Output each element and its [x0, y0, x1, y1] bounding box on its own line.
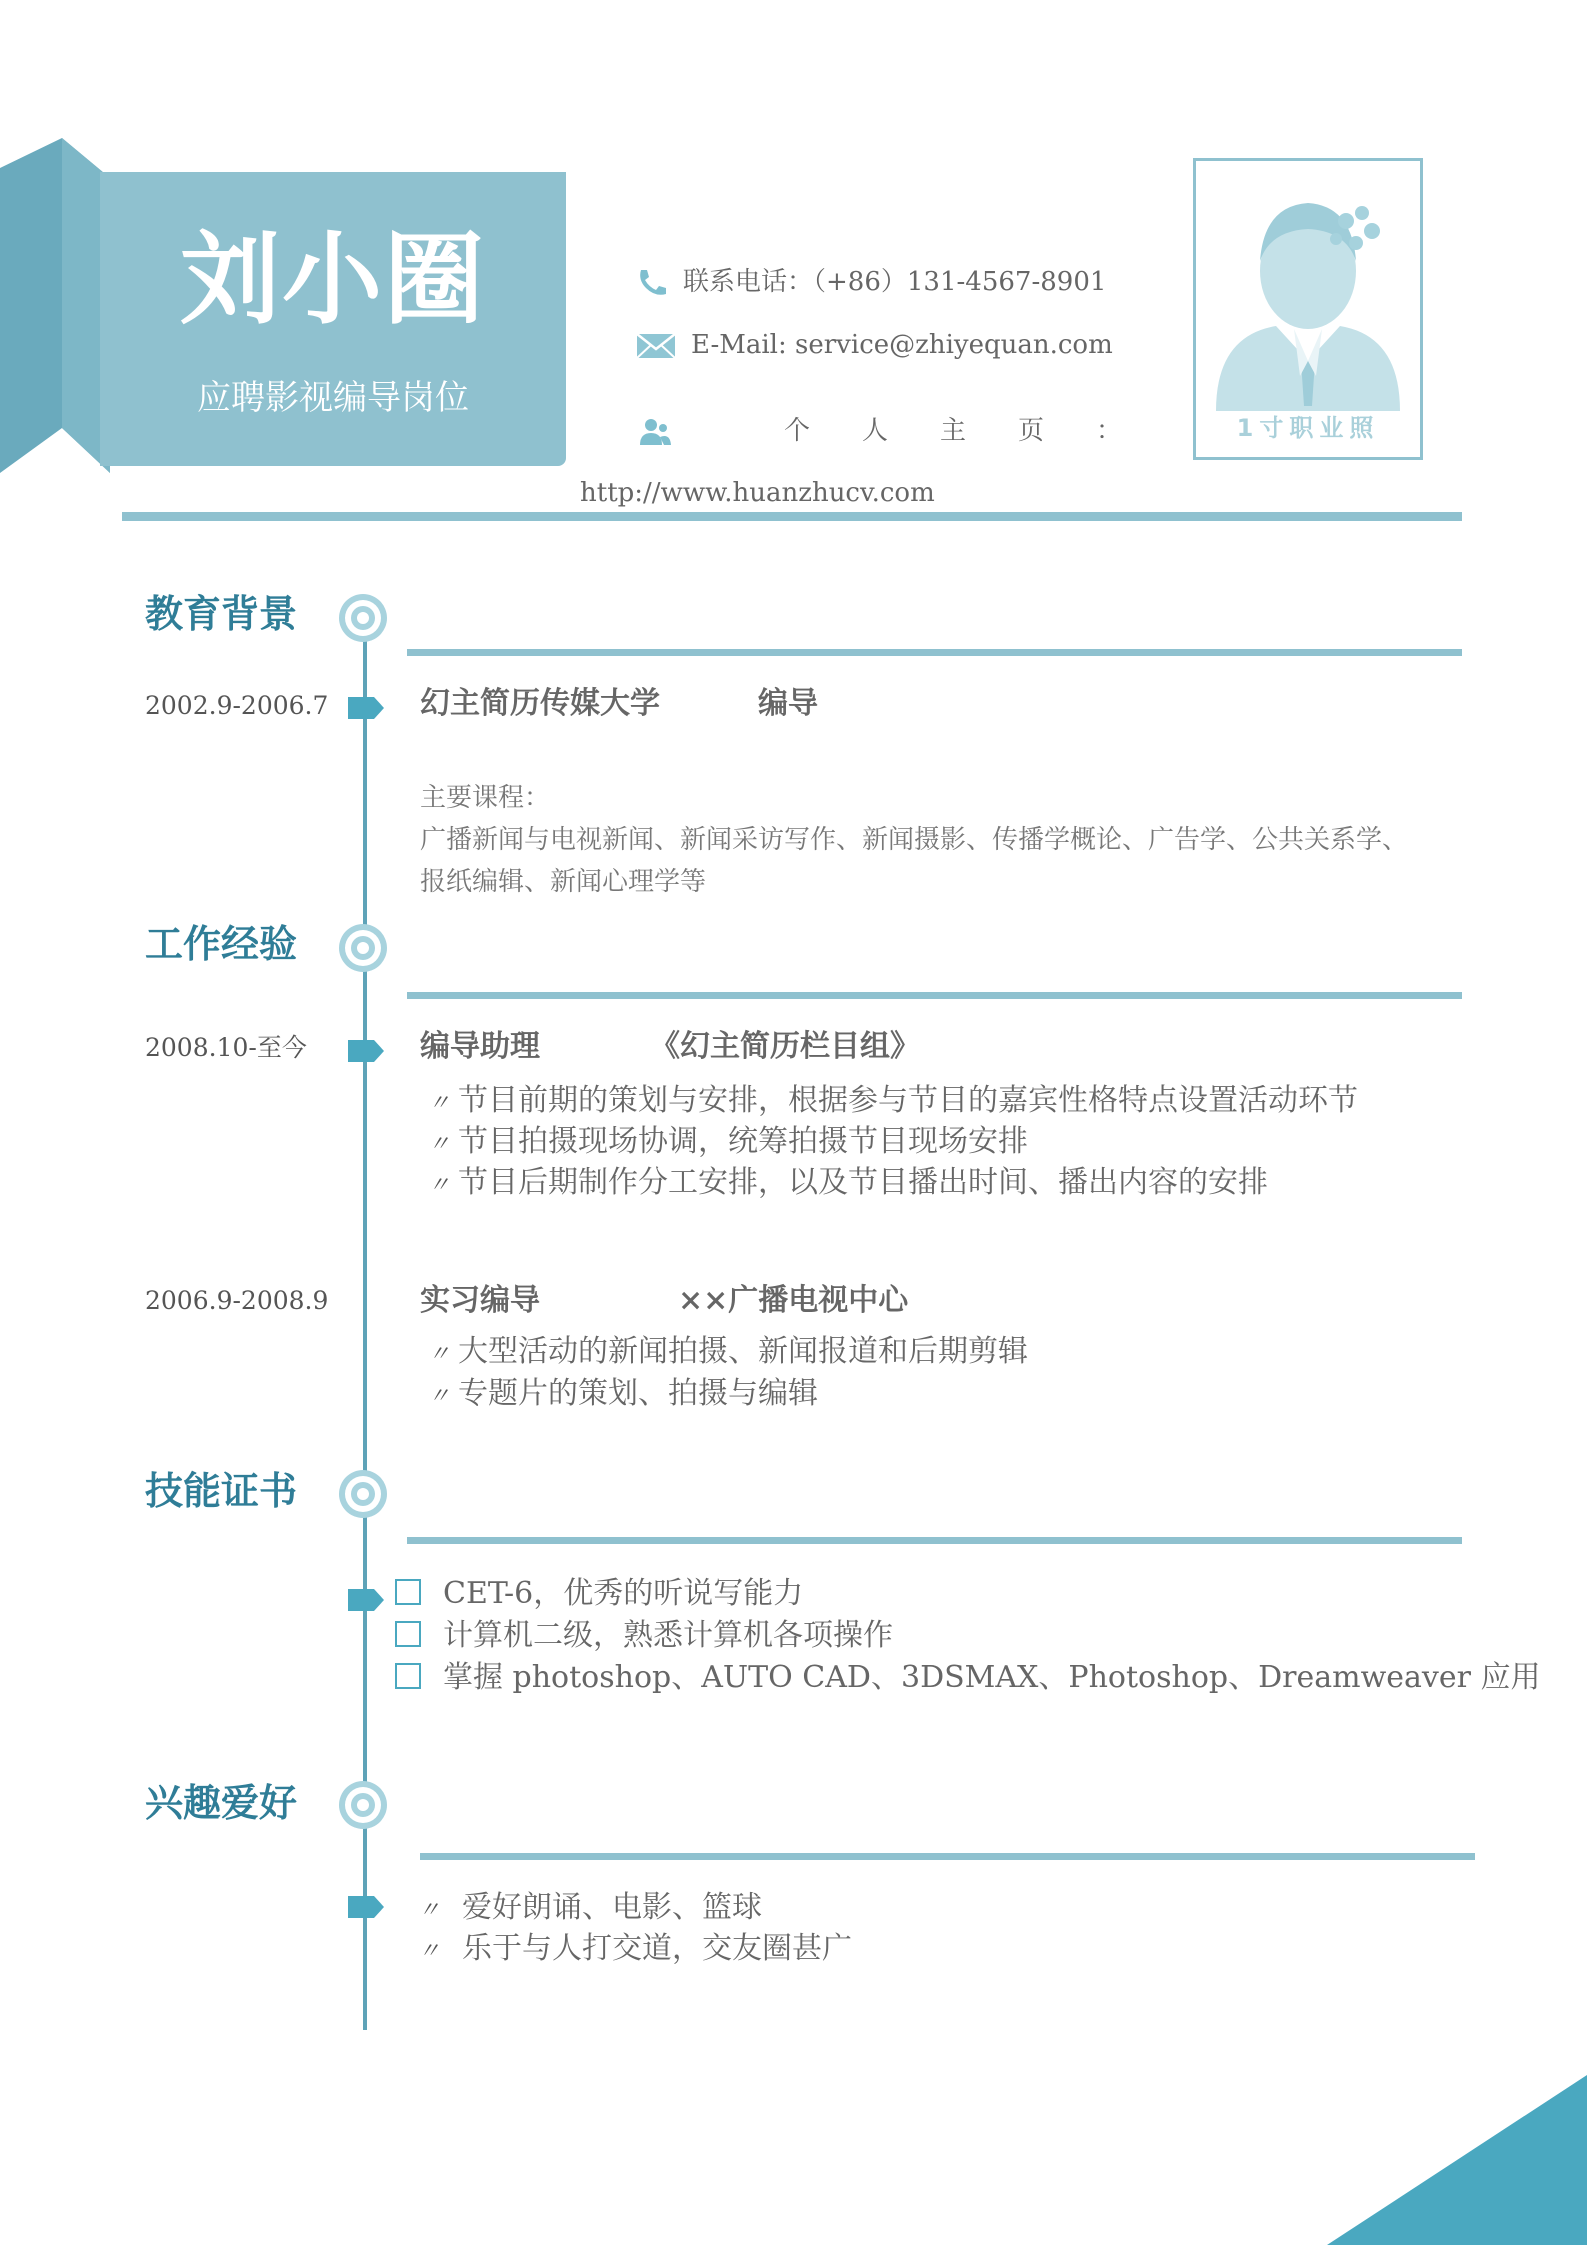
phone-icon: [635, 268, 669, 298]
work-bullet: 〃 节目拍摄现场协调，统筹拍摄节目现场安排: [428, 1124, 1029, 1159]
work-date: 2006.9-2008.9: [145, 1286, 329, 1315]
work-bullet: 〃 节目后期制作分工安排，以及节目播出时间、播出内容的安排: [428, 1165, 1269, 1200]
target-icon: [337, 922, 389, 974]
work-bullet: 〃 大型活动的新闻拍摄、新闻报道和后期剪辑: [428, 1334, 1029, 1369]
section-divider: [407, 992, 1462, 999]
target-icon: [337, 592, 389, 644]
work-org: 《幻主简历栏目组》: [650, 1029, 920, 1064]
work-bullet: 〃 节目前期的策划与安排，根据参与节目的嘉宾性格特点设置活动环节: [428, 1083, 1359, 1118]
education-major: 编导: [758, 686, 818, 721]
work-bullet: 〃 专题片的策划、拍摄与编辑: [428, 1376, 819, 1411]
hobby-item: 〃 爱好朗诵、电影、篮球: [418, 1890, 763, 1925]
section-title-education: 教育背景: [145, 591, 298, 636]
checkbox-icon: [395, 1621, 421, 1647]
section-divider: [420, 1853, 1475, 1860]
section-divider: [407, 1537, 1462, 1544]
section-title-skills: 技能证书: [145, 1468, 298, 1513]
arrow-marker-icon: [348, 1589, 384, 1611]
banner-ribbon-fold: [0, 138, 110, 473]
skill-item: 掌握 photoshop、AUTO CAD、3DSMAX、Photoshop、Dreamweaver 应用: [395, 1657, 1540, 1699]
email-text: E-Mail: service@zhiyequan.com: [691, 330, 1113, 360]
checkbox-icon: [395, 1663, 421, 1689]
education-date: 2002.9-2006.7: [145, 691, 329, 720]
corner-decoration: [1327, 2075, 1587, 2245]
work-role: 实习编导: [420, 1283, 540, 1318]
courses-line-1: 广播新闻与电视新闻、新闻采访写作、新闻摄影、传播学概论、广告学、公共关系学、: [420, 825, 1409, 855]
target-icon: [337, 1779, 389, 1831]
contact-email: [635, 328, 1113, 362]
courses-line-2: 报纸编辑、新闻心理学等: [420, 867, 707, 897]
arrow-marker-icon: [348, 1040, 384, 1062]
contact-homepage: [638, 414, 1122, 448]
section-title-hobbies: 兴趣爱好: [145, 1780, 298, 1825]
hobby-item: 〃 乐于与人打交道，交友圈甚广: [418, 1931, 853, 1966]
skill-item: 计算机二级，熟悉计算机各项操作: [395, 1615, 893, 1657]
mail-icon: [635, 331, 677, 361]
homepage-label: 个 人 主 页 ：: [784, 416, 1123, 446]
courses-label: 主要课程：: [420, 783, 551, 813]
education-school: 幻主简历传媒大学: [420, 686, 660, 721]
target-icon: [337, 1468, 389, 1520]
header-divider: [122, 512, 1462, 521]
arrow-marker-icon: [348, 1896, 384, 1918]
photo-label: 1寸职业照: [1236, 414, 1380, 442]
checkbox-icon: [395, 1579, 421, 1605]
work-org: ××广播电视中心: [678, 1283, 909, 1318]
work-role: 编导助理: [420, 1029, 540, 1064]
section-title-work: 工作经验: [145, 921, 298, 966]
homepage-url[interactable]: http://www.huanzhucv.com: [580, 478, 935, 508]
contact-phone: [635, 265, 1106, 299]
arrow-marker-icon: [348, 697, 384, 719]
skill-item: CET-6，优秀的听说写能力: [395, 1573, 803, 1615]
people-icon: [638, 417, 672, 447]
candidate-name: 刘小圈: [180, 221, 486, 338]
job-objective: 应聘影视编导岗位: [197, 378, 469, 418]
phone-text: 联系电话：（+86）131-4567-8901: [683, 267, 1107, 297]
section-divider: [407, 649, 1462, 656]
work-date: 2008.10-至今: [145, 1033, 307, 1062]
